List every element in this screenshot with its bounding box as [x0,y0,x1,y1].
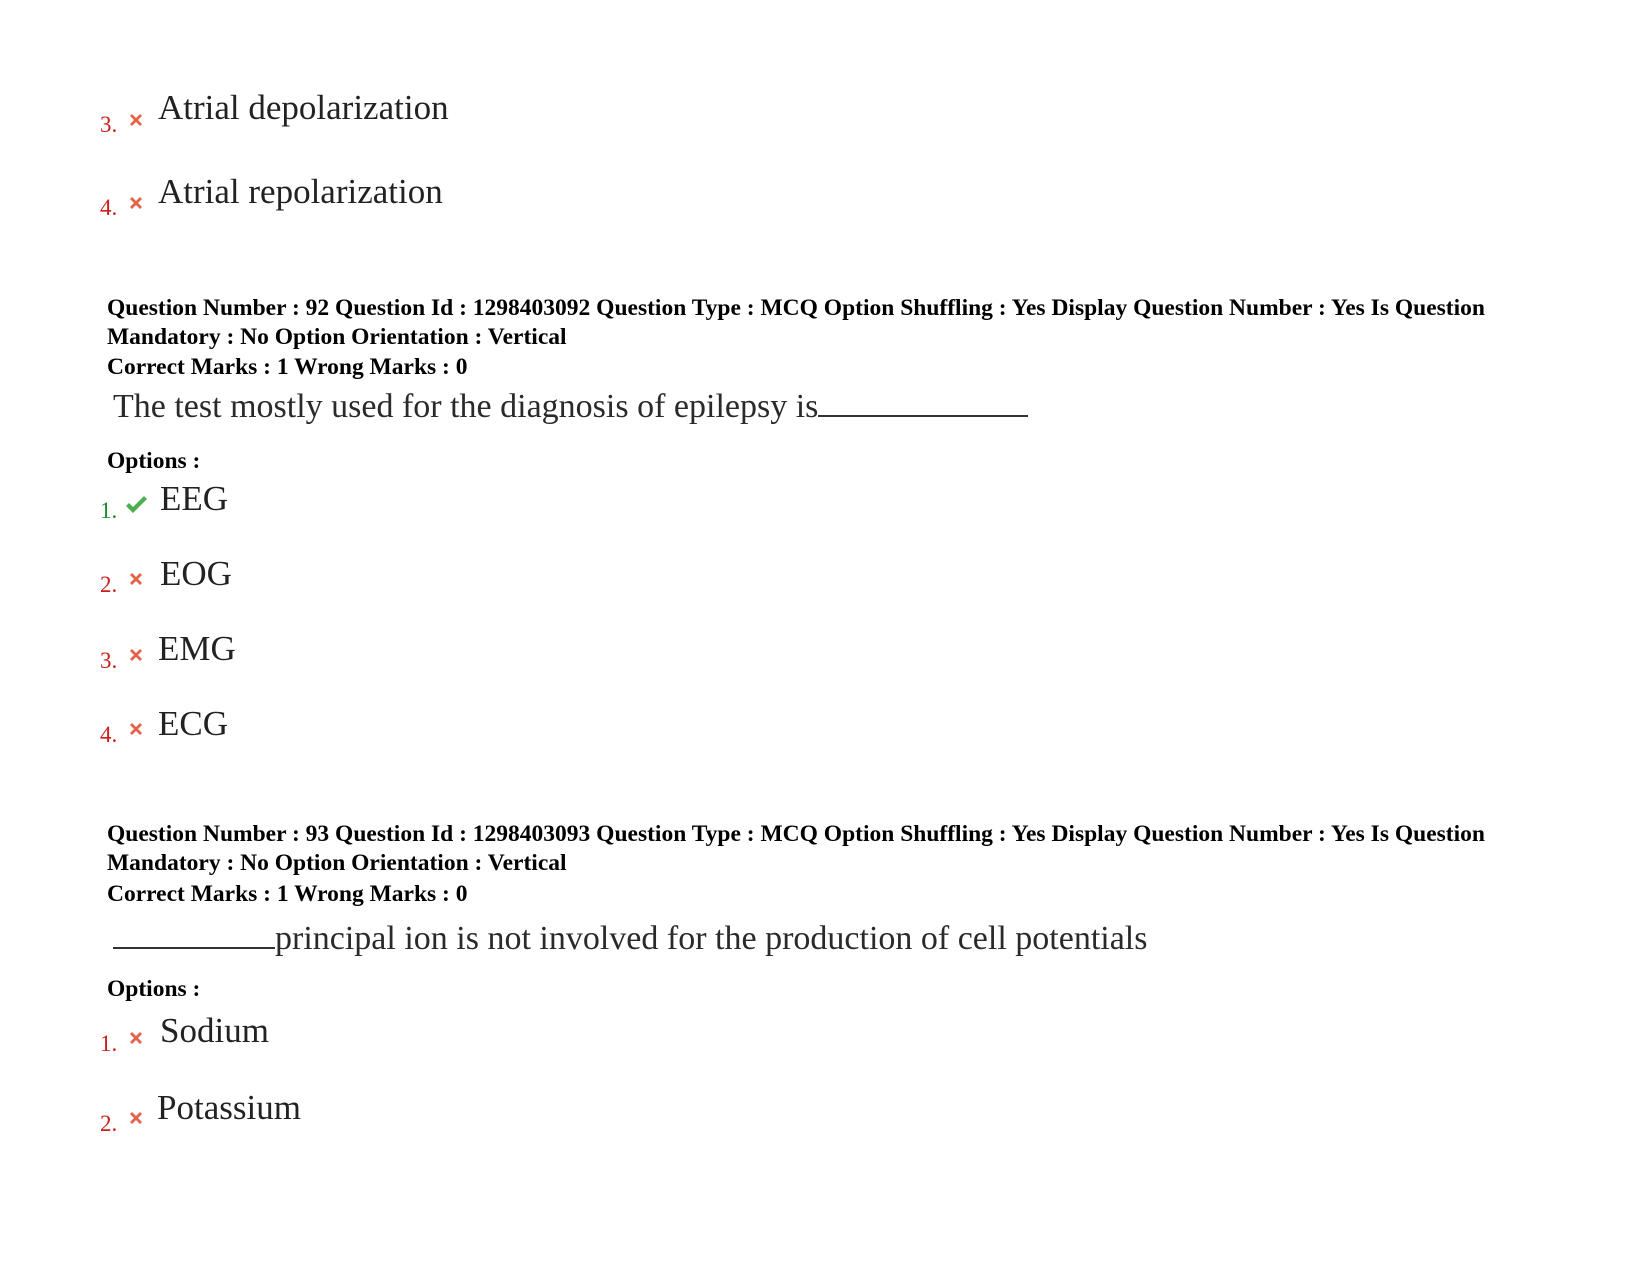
question-stem-text: The test mostly used for the diagnosis of epilepsy is [113,388,819,425]
answer-blank [113,947,275,949]
options-label: Options : [107,448,201,474]
question-marks: Correct Marks : 1 Wrong Marks : 0 [107,881,468,907]
option-number: 2. [100,1111,118,1136]
option-number: 4. [100,722,118,747]
option-text: Potassium [157,1088,301,1127]
option-text: Atrial repolarization [158,172,443,211]
question-stem [113,922,1147,956]
option-text: EOG [160,554,232,593]
option-text: Sodium [160,1011,269,1050]
option-number: 3. [100,112,118,137]
option-text: Atrial depolarization [158,88,449,127]
cross-icon [126,569,146,589]
question-marks: Correct Marks : 1 Wrong Marks : 0 [107,354,468,380]
check-icon [124,494,148,516]
cross-icon [126,1028,146,1048]
cross-icon [126,110,146,130]
cross-icon [126,719,146,739]
option-number: 1. [100,1031,118,1056]
question-stem-text: principal ion is not involved for the production of cell potentials [275,920,1148,957]
answer-blank [818,415,1028,417]
option-number: 2. [100,572,118,597]
cross-icon [126,1108,146,1128]
option-text: ECG [158,704,228,743]
question-meta: Question Number : 93 Question Id : 1298403093 Question Type : MCQ Option Shuffling : Yes Display Question Number : Yes Is Question Mandatory : No Option Orientation : Vertical [107,821,1485,876]
option-number: 1. [100,498,118,523]
option-number: 4. [100,195,118,220]
option-text: EEG [160,479,229,518]
option-number: 3. [100,648,118,673]
options-label: Options : [107,976,201,1002]
cross-icon [126,193,146,213]
question-stem [113,390,1028,424]
question-meta: Question Number : 92 Question Id : 1298403092 Question Type : MCQ Option Shuffling : Yes Display Question Number : Yes Is Question Mandatory : No Option Orientation : Vertical [107,295,1485,350]
option-text: EMG [158,629,236,668]
cross-icon [126,645,146,665]
